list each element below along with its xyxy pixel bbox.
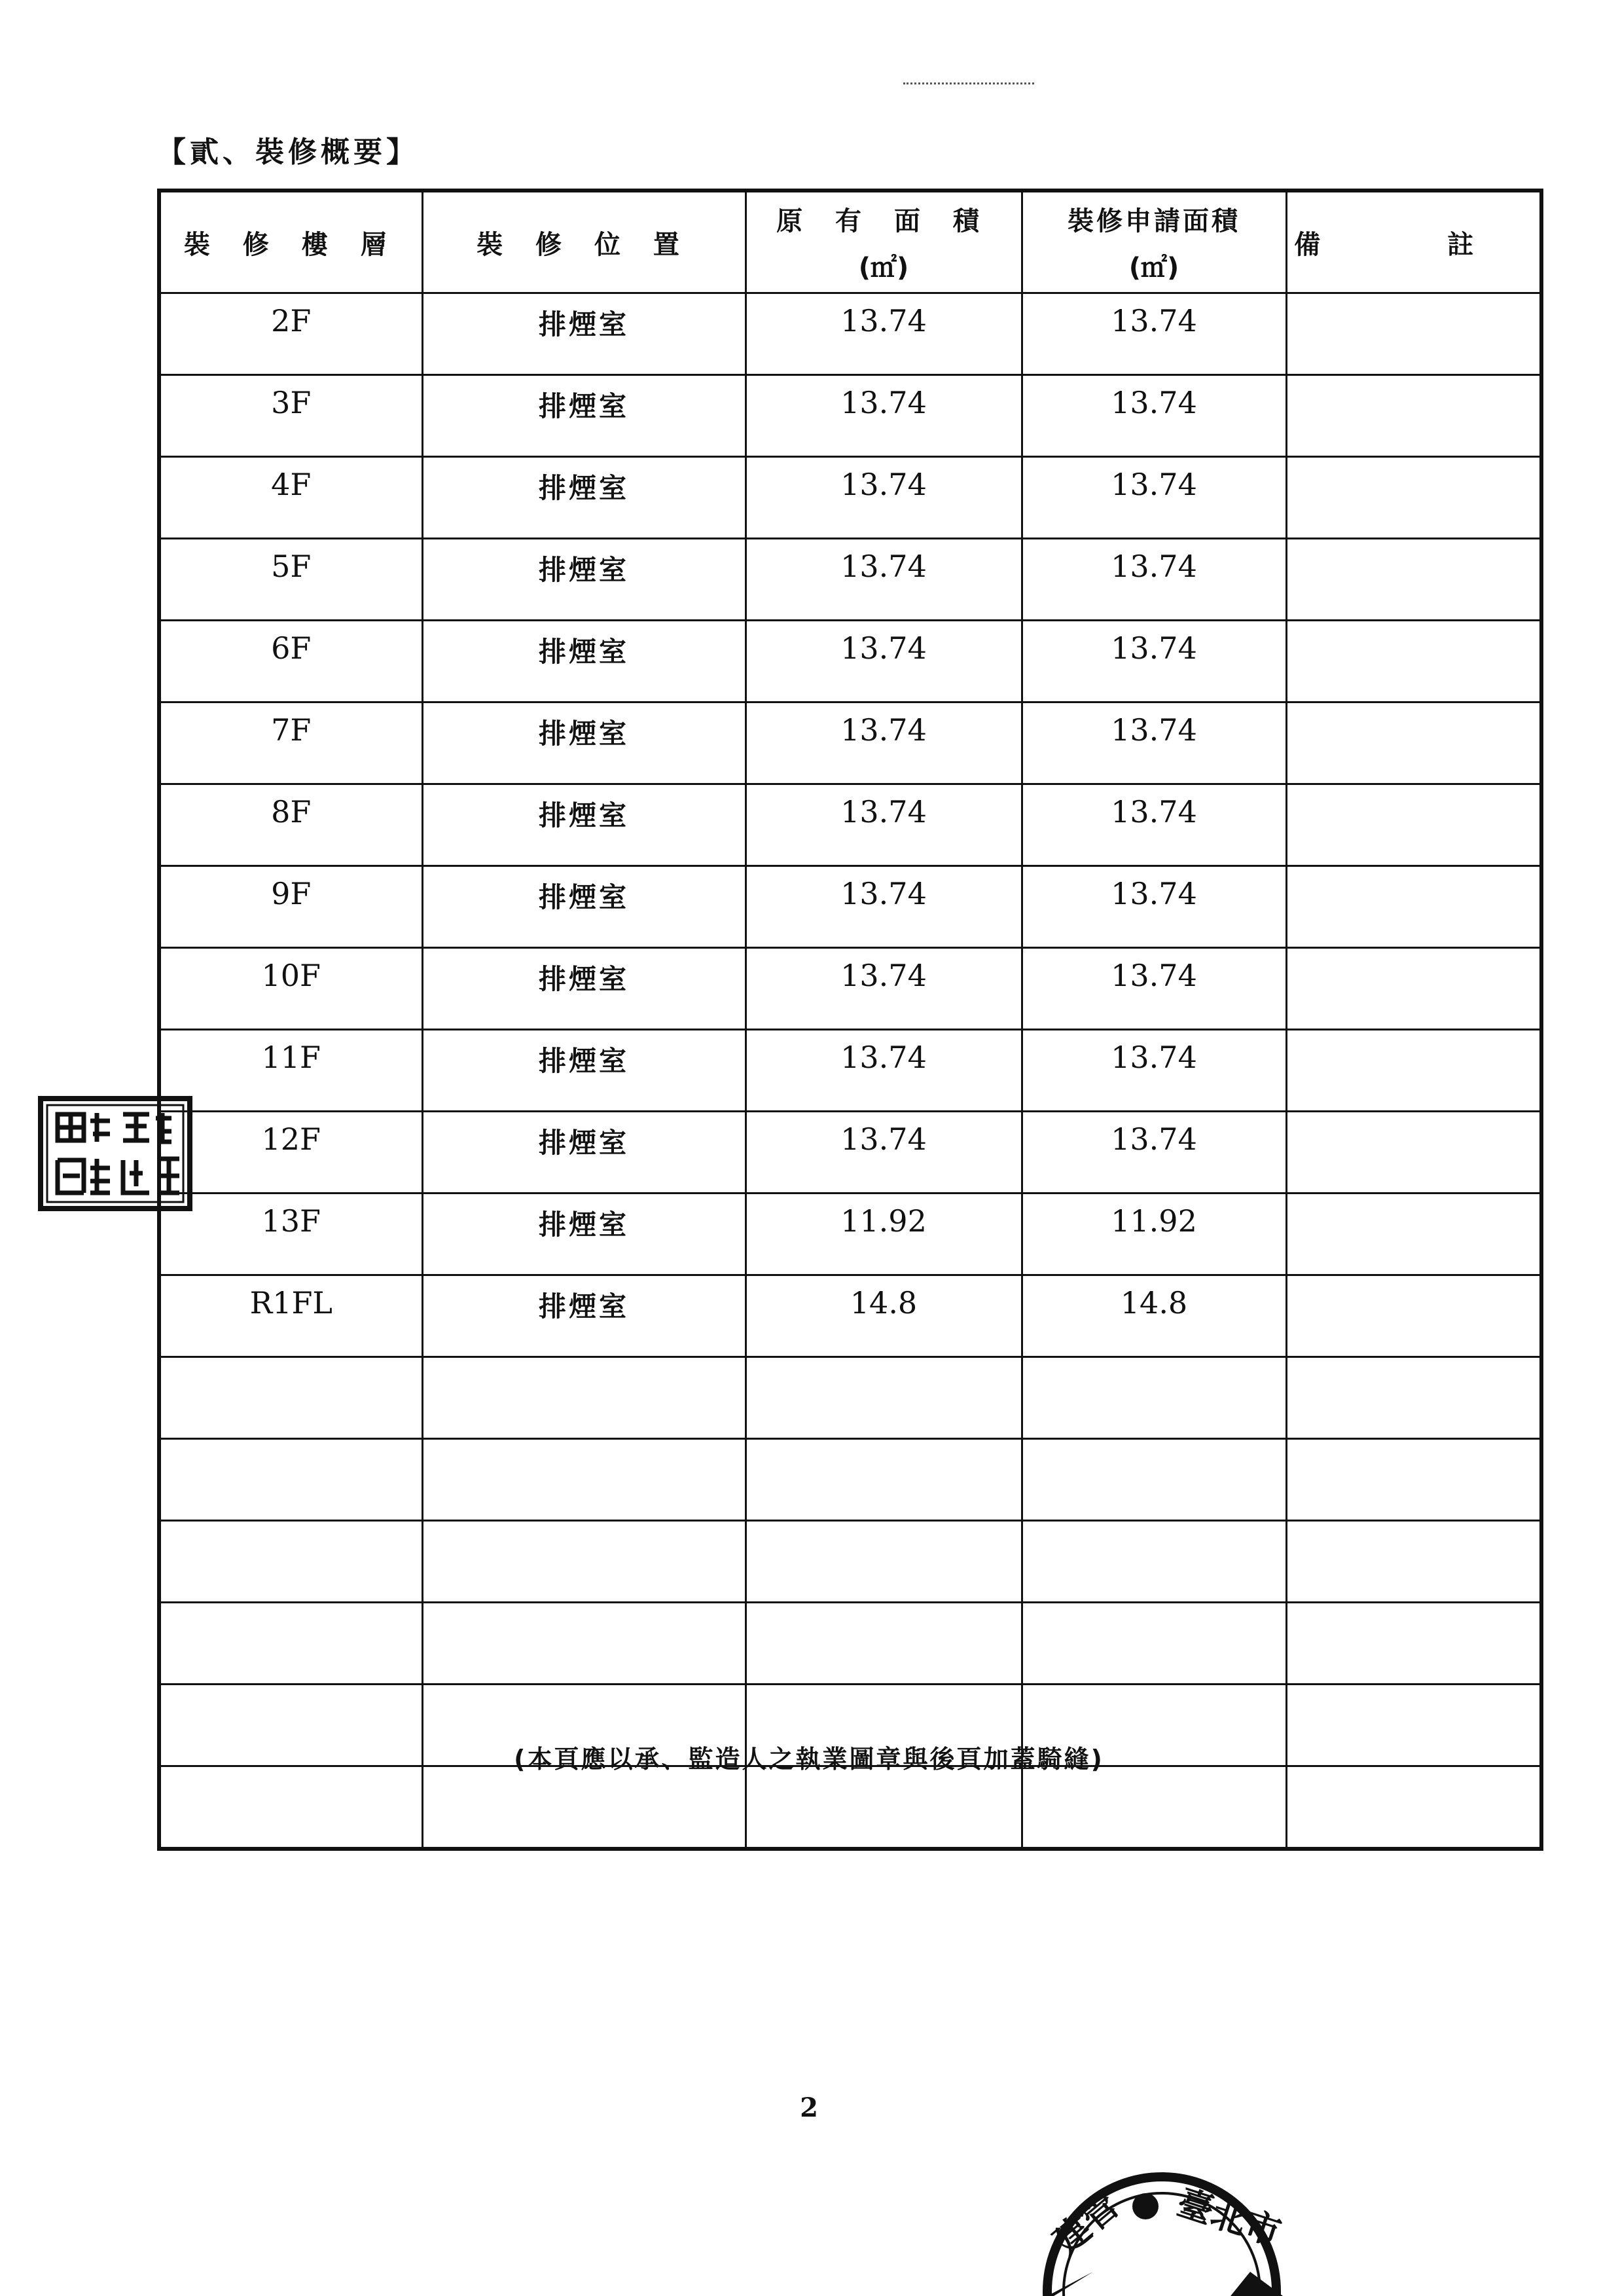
cell-original-area: 13.74 [746,457,1022,539]
cell-original-area: 13.74 [746,702,1022,784]
table-row [159,375,1541,457]
cell-remarks [1286,1603,1541,1685]
cell-floor: 2F [159,293,422,375]
header-remarks [1286,191,1541,293]
cell-remarks [1286,866,1541,948]
cell-remarks [1286,457,1541,539]
cell-original-area: 13.74 [746,866,1022,948]
cell-floor [159,1521,422,1603]
cell-location [422,1766,746,1850]
cell-floor [159,1766,422,1850]
cell-remarks [1286,1357,1541,1439]
cell-original-area: 13.74 [746,539,1022,621]
cell-floor [159,1439,422,1521]
cell-original-area: 13.74 [746,621,1022,702]
cell-remarks [1286,621,1541,702]
cell-requested-area: 13.74 [1022,784,1286,866]
scan-artifact [903,82,1034,90]
cell-requested-area: 13.74 [1022,1030,1286,1112]
cell-requested-area: 13.74 [1022,866,1286,948]
table-row [159,1275,1541,1357]
cell-remarks [1286,1194,1541,1275]
cell-floor: 12F [159,1112,422,1194]
cell-remarks [1286,1112,1541,1194]
cell-location: 排煙室 [422,1030,746,1112]
cell-requested-area [1022,1439,1286,1521]
cell-original-area [746,1521,1022,1603]
cell-remarks [1286,1030,1541,1112]
cell-requested-area [1022,1603,1286,1685]
header-remarks-label: 備 註 [1294,229,1533,260]
cell-floor: 11F [159,1030,422,1112]
cell-location [422,1521,746,1603]
cell-location: 排煙室 [422,702,746,784]
cell-location: 排煙室 [422,539,746,621]
footnote: (本頁應以承、監造人之執業圖章與後頁加蓋騎縫) [514,1745,1104,1774]
architect-seal [38,1095,194,1212]
cell-floor: 6F [159,621,422,702]
cell-remarks [1286,1521,1541,1603]
cell-original-area: 13.74 [746,293,1022,375]
cell-remarks [1286,539,1541,621]
table-header-row [159,191,1541,293]
table-body [159,293,1541,1850]
cell-original-area [746,1766,1022,1850]
header-floor-label: 裝 修 樓 層 [183,229,399,260]
header-requested-area-unit: (㎡) [1128,253,1179,283]
cell-requested-area: 13.74 [1022,948,1286,1030]
cell-location: 排煙室 [422,293,746,375]
cell-remarks [1286,293,1541,375]
cell-remarks [1286,948,1541,1030]
cell-location: 排煙室 [422,621,746,702]
cell-requested-area [1022,1357,1286,1439]
cell-remarks [1286,702,1541,784]
cell-floor: 8F [159,784,422,866]
table-row [159,948,1541,1030]
cell-location: 排煙室 [422,1194,746,1275]
header-requested-area-label: 裝修申請面積 [1068,206,1240,236]
cell-floor [159,1603,422,1685]
header-original-area [746,191,1022,293]
cell-original-area: 14.8 [746,1275,1022,1357]
official-round-stamp [1034,2141,1289,2296]
renovation-summary-table [157,189,1543,1851]
table-row [159,784,1541,866]
cell-original-area [746,1439,1022,1521]
header-floor [159,191,422,293]
cell-requested-area: 13.74 [1022,539,1286,621]
header-location-label: 裝 修 位 置 [476,229,691,260]
cell-requested-area [1022,1521,1286,1603]
cell-requested-area: 13.74 [1022,375,1286,457]
table-row [159,293,1541,375]
table-row [159,1194,1541,1275]
table-row [159,539,1541,621]
cell-requested-area [1022,1766,1286,1850]
cell-original-area [746,1357,1022,1439]
table-row [159,1603,1541,1685]
cell-location [422,1439,746,1521]
cell-location: 排煙室 [422,1275,746,1357]
table-row [159,702,1541,784]
cell-original-area: 11.92 [746,1194,1022,1275]
table-row [159,621,1541,702]
cell-original-area [746,1603,1022,1685]
table-row [159,866,1541,948]
cell-location: 排煙室 [422,457,746,539]
table-row [159,1030,1541,1112]
cell-floor: 10F [159,948,422,1030]
cell-location: 排煙室 [422,375,746,457]
cell-location [422,1357,746,1439]
cell-remarks [1286,375,1541,457]
table-row [159,1766,1541,1850]
cell-remarks [1286,1766,1541,1850]
cell-original-area: 13.74 [746,375,1022,457]
cell-floor [159,1357,422,1439]
cell-original-area: 13.74 [746,1030,1022,1112]
section-heading: 【貳、裝修概要】 [157,136,419,169]
cell-requested-area: 13.74 [1022,1112,1286,1194]
cell-requested-area: 11.92 [1022,1194,1286,1275]
stamp-glyphs-right: 臺北市 [1172,2181,1286,2254]
cell-requested-area: 13.74 [1022,457,1286,539]
cell-location: 排煙室 [422,784,746,866]
cell-floor: R1FL [159,1275,422,1357]
header-requested-area [1022,191,1286,293]
cell-location: 排煙室 [422,866,746,948]
table-row [159,1112,1541,1194]
cell-requested-area: 13.74 [1022,702,1286,784]
header-original-area-unit: (㎡) [858,253,909,283]
cell-original-area: 13.74 [746,784,1022,866]
cell-original-area: 13.74 [746,948,1022,1030]
cell-requested-area: 13.74 [1022,621,1286,702]
cell-location: 排煙室 [422,948,746,1030]
cell-floor: 4F [159,457,422,539]
table-row [159,1521,1541,1603]
table-row [159,457,1541,539]
table-row [159,1357,1541,1439]
cell-remarks [1286,1439,1541,1521]
header-location [422,191,746,293]
cell-location [422,1603,746,1685]
cell-floor: 5F [159,539,422,621]
cell-original-area: 13.74 [746,1112,1022,1194]
cell-remarks [1286,784,1541,866]
cell-requested-area: 14.8 [1022,1275,1286,1357]
table-row [159,1439,1541,1521]
cell-floor: 7F [159,702,422,784]
renovation-summary-table-wrapper [157,189,1539,1709]
header-original-area-label: 原 有 面 積 [776,206,991,236]
page-number: 2 [800,2092,818,2123]
stamp-glyphs-left: 建管 [1045,2185,1127,2262]
cell-requested-area: 13.74 [1022,293,1286,375]
cell-floor: 13F [159,1194,422,1275]
cell-location: 排煙室 [422,1112,746,1194]
cell-remarks [1286,1275,1541,1357]
cell-floor: 9F [159,866,422,948]
cell-floor: 3F [159,375,422,457]
